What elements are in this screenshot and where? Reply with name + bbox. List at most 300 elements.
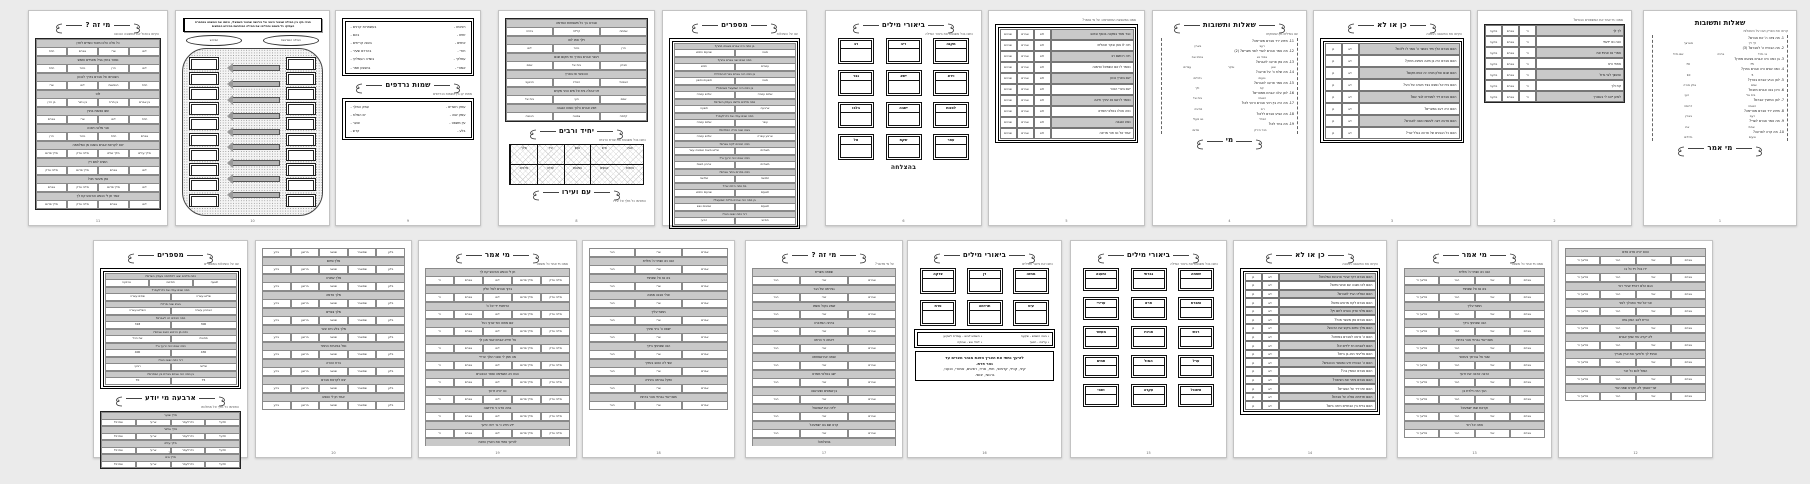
answer-cell: אברם (682, 299, 728, 308)
answer-cell: אברם (848, 395, 896, 404)
page-thumbnail[interactable] (1313, 10, 1471, 226)
closing-word: בהצלחה (890, 164, 917, 171)
question-band: הוציא לחם ויין (36, 158, 160, 166)
answer-cell: מאתיים (735, 161, 796, 169)
section-title-text: כן או לא (1377, 20, 1407, 29)
word-box (933, 38, 969, 64)
option-row (1000, 128, 1134, 139)
answer-cell: אברם (454, 395, 483, 404)
answer-row (36, 183, 160, 192)
verse-line: נהר פרת. (976, 360, 993, 366)
answer-cell: אברם (682, 401, 728, 410)
option-cell: אברם (1017, 84, 1034, 95)
page-number: 11 (95, 219, 101, 223)
answer-cell: שרי (635, 367, 681, 376)
answer-cell: אברם (454, 327, 483, 336)
answer-cell: מלאך ה' (1565, 375, 1600, 384)
page-thumbnail[interactable] (1152, 10, 1307, 226)
answer-cell: ברע (262, 299, 291, 308)
word-label: ישבה (889, 105, 919, 113)
section-title (1240, 249, 1380, 260)
answer-cell: אברם (682, 265, 728, 274)
answer-cell: הגר (752, 310, 800, 319)
answer-cell: שמאבר (348, 401, 377, 410)
banner-line: חברו בקו בין המילה שבטור הימני אל פירושה שבטור השמאלי, וכתבו את המשפט במחברת (195, 20, 311, 24)
question-band: חמסי עליך (1404, 302, 1545, 310)
page-number: 14 (1307, 451, 1313, 455)
pair-row (347, 111, 470, 119)
question-band: בא נא אל שפחתי (589, 274, 728, 282)
pair-row (347, 127, 470, 135)
option-row (1485, 80, 1624, 91)
question-cell: האם אברם לקח מרכוש סדום? (1279, 298, 1376, 307)
section-title (669, 19, 800, 30)
page-thumbnail[interactable] (28, 10, 168, 226)
answer-cell: ברשע (291, 333, 320, 342)
answer-cell: שרי (635, 265, 681, 274)
match-box (189, 163, 219, 176)
answer-cell: תשעים (735, 189, 796, 197)
answer-cell: אברם (1510, 361, 1545, 370)
option-cell: אברם (1017, 128, 1034, 139)
answer-row (262, 282, 405, 291)
answer-space (1134, 308, 1164, 317)
answer-row (589, 282, 728, 291)
answer-space (889, 49, 919, 61)
answer-cell: שתים עשרה (735, 91, 796, 99)
answer-space (1181, 395, 1211, 404)
question-line: 8. מדוע ירד אברם מצרימה? (1744, 108, 1784, 113)
question-band: ברוך אברם לאל עליון (425, 285, 570, 293)
answer-cell: שמאבר (348, 265, 377, 274)
section-title-text: מי זה ? (85, 20, 111, 29)
option-cell: ה' (1519, 91, 1536, 102)
section-title-text: מי אמר (1461, 250, 1488, 259)
answer-cell: ה' (425, 276, 454, 285)
answer-cell: שרי (1475, 361, 1510, 370)
question-band: ונברכו בך כל משפחות האדמה (506, 19, 647, 27)
answer-cell: אברם (1671, 256, 1706, 265)
question-band: מלך שנער (101, 412, 240, 419)
option-cell: כן (1325, 127, 1342, 139)
answer-cell: שלוש עשרה (171, 293, 237, 301)
answer-word: נגעים (1258, 75, 1266, 80)
answer-cell: תרח (36, 64, 67, 73)
numbered-question-list (1161, 38, 1298, 134)
scroll-curl-icon (54, 19, 63, 30)
scroll-curl-icon (528, 125, 537, 136)
question-band: מלך אדמה (262, 291, 405, 299)
answer-cell: ה' (425, 412, 454, 421)
answer-cell: ה' (425, 293, 454, 302)
question-cell: אמר אל נא תהי מריבה (1051, 128, 1134, 139)
question-band: בת כמה היתה שרי? (674, 183, 796, 190)
answer-row (674, 161, 796, 169)
answer-cell: הגר (752, 395, 800, 404)
question-band: ויט אהלה בית אל מים והעי מקדם (506, 87, 647, 95)
word-box (920, 268, 956, 294)
question-cell: האם אברם ביתר את הציפור? (1279, 376, 1376, 385)
word-label: שקת (889, 137, 919, 145)
hatch-cell: עיר (537, 145, 564, 164)
answer-cell: מלך סדום (36, 149, 67, 158)
answer-word: סדום (1192, 127, 1199, 132)
match-box (189, 57, 219, 70)
pair-left: בשוה קריתים - (350, 40, 372, 45)
page-thumbnail[interactable] (418, 240, 577, 458)
answer-cell: מלאך ה' (1565, 307, 1600, 316)
answer-cell: כדרלעמר (171, 419, 206, 427)
verse-box (915, 351, 1054, 381)
option-row (1485, 58, 1624, 69)
page-thumbnail[interactable] (498, 10, 655, 226)
option-row (1245, 393, 1376, 402)
option-cell: לא (1262, 273, 1279, 282)
question-band: ברחה המדברה (752, 319, 896, 327)
word-box (933, 134, 969, 160)
page-number: 1 (1718, 219, 1722, 223)
question-band: לוט (36, 90, 160, 98)
answer-cell: הגר (1600, 392, 1635, 401)
answer-cell: הרן (98, 64, 129, 73)
page-thumbnail[interactable] (582, 240, 735, 458)
page-number: 12 (1633, 451, 1638, 455)
question-cell: האם אברם נתן מעשר מכל? (1279, 315, 1376, 324)
option-cell: כן (1325, 103, 1342, 115)
answer-cell: אברם (454, 429, 483, 438)
hatch-cell: ערים (537, 165, 564, 184)
bullet-item: • באה השמש - שקעה (1020, 333, 1050, 338)
option-cell: אברם (1502, 36, 1519, 47)
option-cell: לא (1262, 401, 1279, 410)
answer-row (262, 350, 405, 359)
scroll-curl-icon (851, 19, 860, 30)
word-label: גברתי (1134, 271, 1164, 279)
answer-row (36, 200, 160, 209)
answer-cell: שרי (1475, 276, 1510, 285)
answer-cell: הגר (589, 401, 635, 410)
banner-line: העתיקו כל משפט והחליפו את המילה המודגשת בפירוש המתאים (211, 23, 295, 28)
instruction-line: הקיפו את התשובה הנכונה (1342, 262, 1378, 266)
option-cell: כן (1325, 79, 1342, 91)
answer-cell: מלך סדום (36, 200, 67, 209)
page-number: 10 (250, 219, 255, 223)
answer-cell: הרן (36, 132, 67, 141)
question-band: שפחה מצרית (752, 268, 896, 276)
answer-row (674, 77, 796, 85)
answer-cell: מאה (735, 77, 796, 85)
page-thumbnail[interactable] (1643, 10, 1797, 226)
answer-cell: שנאב (319, 299, 348, 308)
question-band: מלך עמורה (262, 274, 405, 282)
question-band: יצא לקראת אברם בשובו מן המלחמה (36, 141, 160, 149)
page-thumbnail[interactable] (1397, 240, 1552, 458)
answer-cell: בלע (376, 265, 405, 274)
answer-cell: שלישי (171, 363, 237, 371)
option-row (1245, 333, 1376, 342)
answer-row (105, 321, 237, 329)
question-band: הנה נא עצרני ה' מלדת (1404, 268, 1545, 276)
question-band: מלך סדום (262, 257, 405, 265)
word-label: תמים (1086, 358, 1116, 366)
answer-cell: הגר (752, 361, 800, 370)
answer-cell: האמורי (600, 78, 647, 87)
option-row (1325, 127, 1460, 139)
question-band: מלך אלסר (101, 426, 240, 433)
answer-cell: שרי (800, 395, 848, 404)
answer-row (262, 384, 405, 393)
question-band: הצטרפו אל אברם בדרך לכנען (36, 73, 160, 81)
page-thumbnail[interactable] (1233, 240, 1387, 458)
answer-space (1134, 337, 1164, 346)
answer-cell: מלך סדום (512, 344, 541, 353)
option-cell: לא (1262, 298, 1279, 307)
question-line: 7. לאן המשיך אברם? (1753, 98, 1784, 103)
answer-word: נגעים (1748, 135, 1756, 140)
answer-cell: הגר (752, 327, 800, 336)
answer-row (752, 276, 896, 285)
answer-cell: ברשע (291, 384, 320, 393)
option-row (1485, 69, 1624, 80)
answer-cell: לוט (483, 310, 512, 319)
answer-row (752, 344, 896, 353)
page-thumbnail[interactable] (255, 240, 412, 458)
question-band: הנה שפחתך בידך (589, 342, 728, 350)
answer-cell: קללה (553, 27, 600, 36)
answer-space (936, 113, 966, 125)
answer-row (589, 265, 728, 274)
page-number: 13 (1472, 451, 1477, 455)
answer-cell: מלאך ה' (1404, 412, 1439, 421)
column-label-ellipse: הפירוש (186, 35, 242, 46)
question-cell: האם מלך סדום ביקש את הרכוש? (1279, 324, 1376, 333)
answer-cell: ברשע (291, 248, 320, 257)
word-box (1083, 355, 1119, 378)
answer-cell: שרי (1475, 310, 1510, 319)
answer-cell: תרח (36, 47, 67, 56)
answer-cell: ברע (262, 248, 291, 257)
page-thumbnail[interactable] (335, 10, 481, 226)
question-band: בן כמה היה אברם בלדת ישמעאל? (674, 197, 796, 204)
option-table (1320, 38, 1464, 143)
option-row (1245, 376, 1376, 385)
answer-row (1404, 344, 1545, 353)
pair-left: ים המלח - (350, 112, 366, 117)
answer-cell: מלכי צדק (541, 361, 570, 370)
answer-row (752, 378, 896, 387)
answer-cell: אברם (848, 378, 896, 387)
answer-word: מארצך (1683, 41, 1693, 46)
page-thumbnail[interactable] (1070, 240, 1227, 458)
question-band: נתן מעשר מכל (36, 175, 160, 183)
question-band: הבט נא השמימה וספר הכוכבים (425, 370, 570, 378)
answer-cell: מלך שלם (98, 149, 129, 158)
scroll-curl-icon (1509, 249, 1518, 260)
section-title (1650, 142, 1790, 153)
answer-word: הנגבה (1257, 96, 1267, 101)
scroll-curl-icon (1755, 142, 1764, 153)
answer-cell: הנפשות (98, 81, 129, 90)
scroll-curl-icon (947, 19, 956, 30)
scroll-curl-icon (1028, 249, 1037, 260)
answer-cell: שמאבר (348, 367, 377, 376)
answer-cell: מלאך ה' (1565, 290, 1600, 299)
pair-right: עמלקי - (453, 57, 466, 62)
answer-cell: נחור (67, 64, 98, 73)
page-thumbnail[interactable] (662, 10, 807, 226)
pair-row (347, 64, 470, 72)
option-row (1000, 29, 1134, 40)
word-box (838, 38, 874, 64)
option-row (1325, 91, 1460, 103)
question-band: ישפט ה' ביני וביניך (589, 325, 728, 333)
answer-word: רעב (1259, 44, 1265, 49)
answer-cell: הגר (589, 316, 635, 325)
page-number: 15 (1146, 451, 1151, 455)
section-title-text: מספרים (157, 250, 184, 259)
answer-cell: אברם (36, 183, 67, 192)
answer-cell: הגר (1439, 429, 1474, 438)
answer-cell: אברם (129, 132, 160, 141)
question-band: חמסי עליך (589, 308, 728, 316)
option-row (1000, 117, 1134, 128)
answer-cell: מחצית (171, 335, 237, 343)
answer-row (589, 248, 728, 257)
question-cell: נאמר לו אם השמאל ואימנה (1051, 62, 1134, 73)
pair-right: עמק השדים - (445, 104, 466, 109)
answer-word: 10 (1686, 72, 1691, 77)
option-cell: ה' (1519, 47, 1536, 58)
page-thumbnail[interactable] (93, 240, 248, 466)
answer-word: ברכה (1717, 51, 1725, 56)
page-thumbnail[interactable] (907, 240, 1062, 458)
answer-cell: תשעים ותשע (674, 77, 735, 85)
hatch-cell: מלך (510, 145, 537, 164)
page-thumbnail[interactable] (825, 10, 982, 226)
answer-cell: 300 (171, 321, 237, 329)
answer-cell: שנאב (319, 265, 348, 274)
question-table (589, 248, 728, 410)
page-thumbnail[interactable] (745, 240, 903, 458)
answer-cell: אברם (36, 115, 67, 124)
question-band: ידו בכל ויד כל בו (1565, 265, 1706, 273)
option-row (1485, 36, 1624, 47)
arrow-left-icon (232, 113, 280, 119)
word-label: מעשר (1086, 329, 1116, 337)
option-row (1000, 62, 1134, 73)
option-cell: ה' (1519, 58, 1536, 69)
option-cell: לוט (1034, 95, 1051, 106)
answer-row (36, 64, 160, 73)
pair-right: אמורי - (455, 65, 466, 70)
answer-cell: אברם (454, 344, 483, 353)
answer-cell: לוט (483, 361, 512, 370)
question-band: אם מחוט ועד שרוך נעל (425, 319, 570, 327)
answer-cell: מלך סדום (512, 361, 541, 370)
arrow-left-icon (232, 176, 280, 182)
question-band: הנך הרה וילדת בן (1404, 387, 1545, 395)
option-cell: כן (1245, 358, 1262, 367)
option-cell: לא (1262, 376, 1279, 385)
question-band: שובי אל גברתך והתעני (1404, 353, 1545, 361)
answer-cell: הגר (1600, 290, 1635, 299)
answer-space (923, 279, 953, 291)
answer-cell: מלך סדום (512, 429, 541, 438)
question-cell: נסע הנגבה (1051, 117, 1134, 128)
answer-row (425, 361, 570, 370)
answer-cell: ברשע (291, 265, 320, 274)
pair-left: בחצצון תמר - (350, 65, 371, 70)
match-box (189, 72, 219, 85)
answer-space (1181, 366, 1211, 375)
instruction-line: סמנו מי אמר כל משפט (1511, 262, 1543, 266)
verse-line: גרגשי, יבוסי. (974, 371, 995, 377)
section-title-text: מספרים (721, 20, 748, 29)
option-row (1245, 273, 1376, 282)
scroll-curl-icon (133, 19, 142, 30)
word-box (933, 102, 969, 128)
option-cell: לא (1342, 103, 1359, 115)
scroll-curl-icon (613, 186, 622, 197)
question-cell: האם אליעזר הוא בן ביתו? (1279, 350, 1376, 359)
section-title (832, 19, 975, 30)
word-box (1013, 300, 1049, 326)
scroll-curl-icon (218, 392, 227, 403)
question-band: כמה בתרים ביתר אברם? (674, 169, 796, 176)
answer-cell: בלע (376, 367, 405, 376)
page-thumbnail[interactable] (988, 10, 1145, 226)
scroll-curl-icon (1346, 19, 1355, 30)
question-band: עשי לה הטוב בעיניך (589, 359, 728, 367)
pair-row (347, 39, 470, 47)
page-number: 2 (1553, 219, 1556, 223)
answer-cell: תדעל (205, 461, 240, 469)
question-line: 6. היכן בנה אברם מזבח? (1748, 88, 1784, 93)
section-title-text: מי אמר (1707, 143, 1733, 152)
answer-row (674, 203, 796, 211)
question-cell: האם בית אל נמצא בצד מערב של העי? (1359, 79, 1460, 91)
arrow-left-icon (232, 144, 280, 150)
section-title-text: כן או לא (1295, 250, 1325, 259)
section-title (1320, 19, 1464, 30)
answer-cell: מלכי צדק (67, 183, 98, 192)
option-row (1245, 384, 1376, 393)
question-band: ידע תדע כי גר יהיה זרעך (425, 421, 570, 429)
answer-cell: שרי (98, 47, 129, 56)
answer-cell: שכם (506, 61, 553, 70)
pair-right: אימים - (454, 40, 466, 45)
match-box (286, 102, 316, 115)
answer-cell: רביעי (105, 363, 171, 371)
page-thumbnail[interactable] (175, 10, 330, 226)
word-box (1131, 268, 1167, 291)
option-cell: שניהם (1000, 117, 1017, 128)
answer-cell: מלכי צדק (67, 149, 98, 158)
instruction-line: סמנו מי אמר כל משפט (536, 262, 568, 266)
question-cell: האם אברם היה בן מאה כשיצא מחרן? (1359, 55, 1460, 67)
scroll-curl-icon (1431, 249, 1440, 260)
pair-right: זוזים - (456, 32, 466, 37)
answer-row (506, 78, 647, 87)
page-thumbnail[interactable] (1558, 240, 1713, 458)
question-band: כמה שנים עבדו את כדרלעמר? (105, 287, 237, 294)
answer-cell: שרי (635, 350, 681, 359)
answer-cell: הגר (589, 265, 635, 274)
answer-row (425, 429, 570, 438)
page-thumbnail[interactable] (1477, 10, 1632, 226)
scroll-curl-icon (1347, 249, 1356, 260)
question-line: 9. מה אמר אברם לשרי? (1749, 119, 1784, 124)
